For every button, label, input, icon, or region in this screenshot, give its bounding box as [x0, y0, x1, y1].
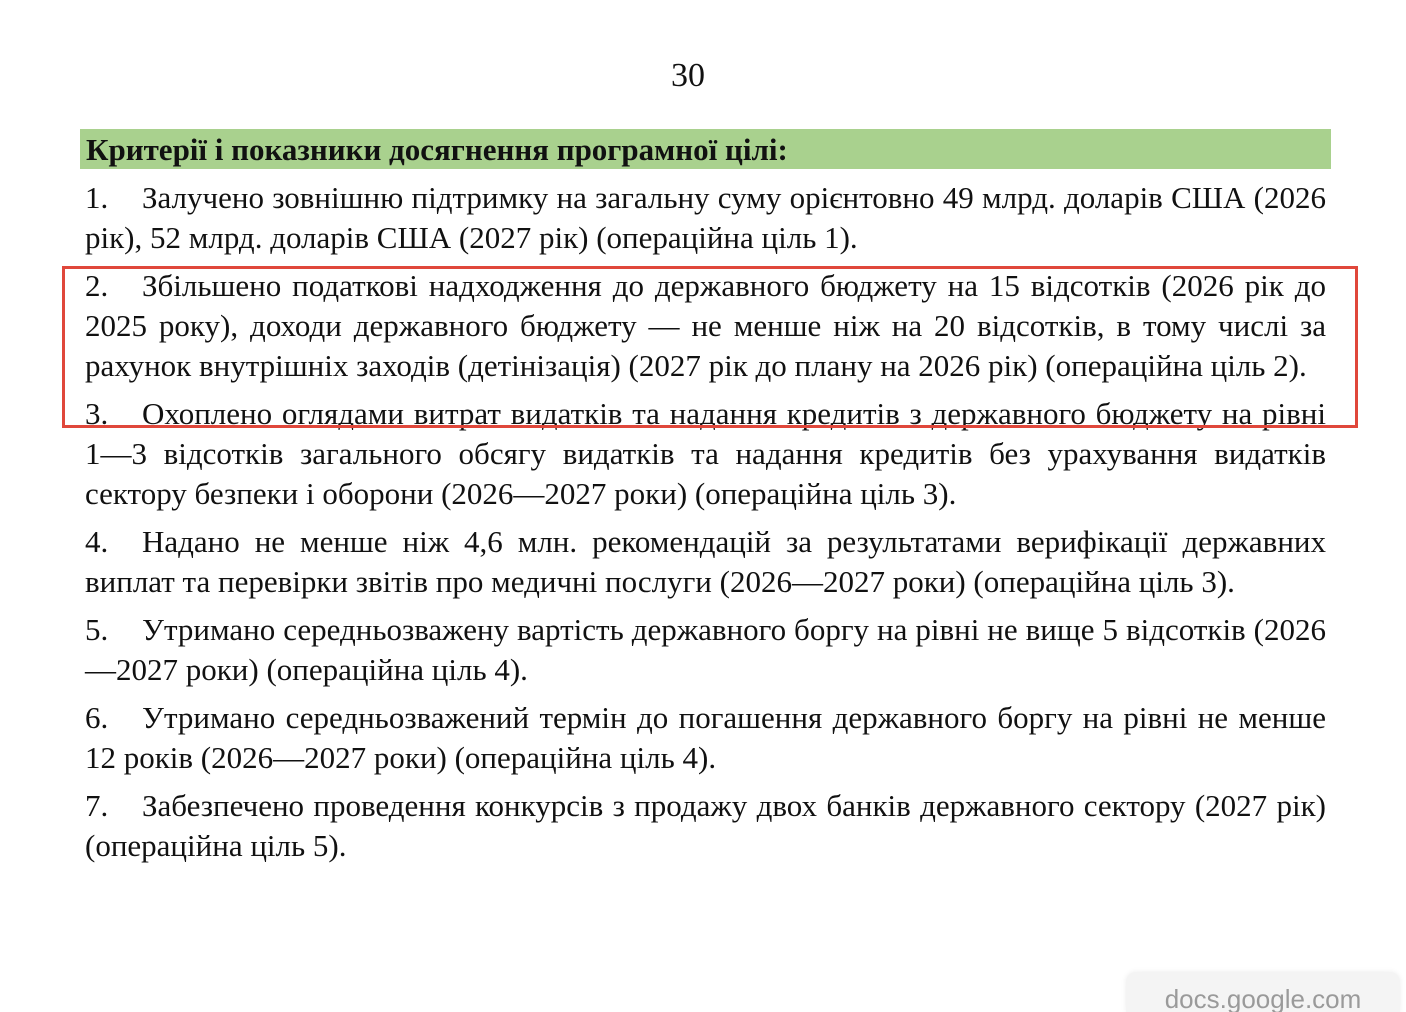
list-item-number: 3.	[85, 396, 109, 431]
page-number: 30	[671, 57, 705, 94]
list-item-body: Забезпечено проведення конкурсів з продажу двох банків державного сектору (2027 рік) (операційна ціль 5).	[85, 788, 1326, 863]
list-item-body: Залучено зовнішню підтримку на загальну суму орієнтовно 49 млрд. доларів США (2026 рік), 52 млрд. доларів США (2027 рік) (операційна ціль 1).	[85, 180, 1326, 255]
list-item-body: Охоплено оглядами витрат видатків та надання кредитів з державного бюджету на рівні 1—3 відсотків загального обсягу видатків та надання кредитів без урахування видатків сектору безпеки і оборони (2026—2027 роки) (операційна ціль 3).	[85, 396, 1326, 511]
list-item-number: 6.	[85, 700, 109, 735]
list-item-body: Збільшено податкові надходження до державного бюджету на 15 відсотків (2026 рік до 2025 року), доходи державного бюджету — не менше ніж на 20 відсотків, в тому числі за рахунок внутрішніх заходів (детінізація) (2027 рік до плану на 2026 рік) (операційна ціль 2).	[85, 268, 1326, 383]
section-heading: Критерії і показники досягнення програмної цілі:	[80, 129, 1331, 169]
list-item-body: Утримано середньозважений термін до погашення державного боргу на рівні не менше 12 років (2026—2027 роки) (операційна ціль 4).	[85, 700, 1326, 775]
list-item-text	[85, 178, 1326, 258]
criteria-list	[85, 178, 1326, 874]
list-item	[85, 394, 1326, 514]
list-item	[85, 610, 1326, 690]
list-item-text	[85, 394, 1326, 514]
list-item-number: 2.	[85, 268, 109, 303]
list-item	[85, 698, 1326, 778]
list-item-text	[85, 266, 1326, 386]
list-item-text	[85, 698, 1326, 778]
list-item-text	[85, 786, 1326, 866]
list-item-text	[85, 610, 1326, 690]
list-item-number: 7.	[85, 788, 109, 823]
list-item	[85, 266, 1326, 386]
source-watermark: docs.google.com	[1126, 972, 1400, 1012]
list-item-body: Надано не менше ніж 4,6 млн. рекомендацій за результатами верифікації державних виплат та перевірки звітів про медичні послуги (2026—2027 роки) (операційна ціль 3).	[85, 524, 1326, 599]
list-item-number: 5.	[85, 612, 109, 647]
list-item-number: 1.	[85, 180, 109, 215]
list-item-text	[85, 522, 1326, 602]
list-item-body: Утримано середньозважену вартість державного боргу на рівні не вище 5 відсотків (2026—2027 роки) (операційна ціль 4).	[85, 612, 1326, 687]
list-item	[85, 522, 1326, 602]
list-item	[85, 178, 1326, 258]
list-item	[85, 786, 1326, 866]
list-item-number: 4.	[85, 524, 109, 559]
